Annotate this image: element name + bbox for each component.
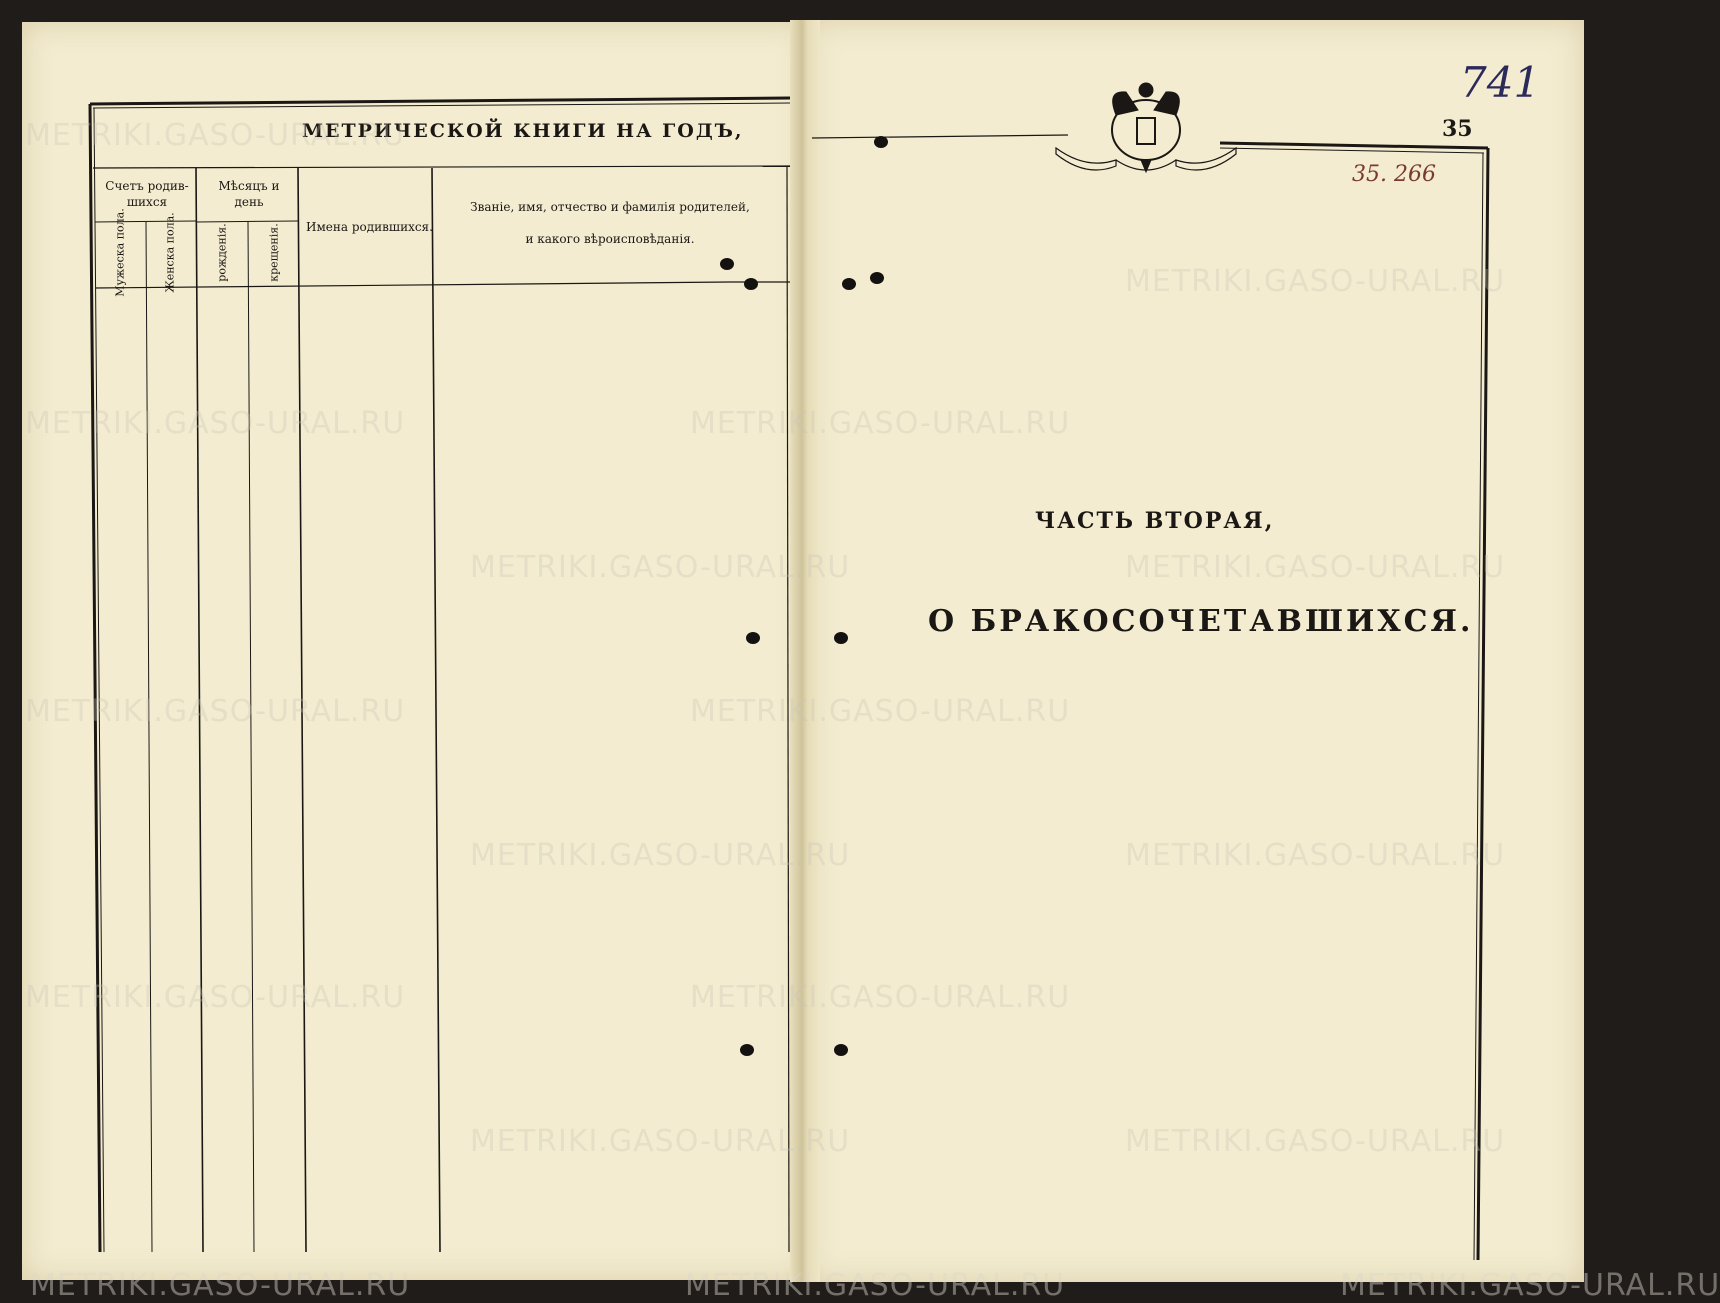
binding-hole xyxy=(720,258,734,270)
watermark: METRIKI.GASO-URAL.RU xyxy=(470,1124,851,1159)
watermark: METRIKI.GASO-URAL.RU xyxy=(690,406,1071,441)
book-header: МЕТРИЧЕСКОЙ КНИГИ НА ГОДЪ, xyxy=(302,120,744,142)
binding-hole xyxy=(874,136,888,148)
watermark: METRIKI.GASO-URAL.RU xyxy=(25,118,406,153)
watermark: METRIKI.GASO-URAL.RU xyxy=(25,980,406,1015)
header-female: Женска пола. xyxy=(163,212,177,293)
section-title: ЧАСТЬ ВТОРАЯ, xyxy=(1035,508,1275,534)
binding-hole xyxy=(834,1044,848,1056)
binding-hole xyxy=(870,272,884,284)
watermark: METRIKI.GASO-URAL.RU xyxy=(470,550,851,585)
header-parents-line2: и какого вѣроисповѣданія. xyxy=(525,232,695,246)
header-male: Мужеска пола. xyxy=(113,208,127,297)
header-birth: рожденія. xyxy=(215,223,229,282)
folio-number-handwritten: 35. 266 xyxy=(1352,162,1436,187)
watermark: METRIKI.GASO-URAL.RU xyxy=(1125,838,1506,873)
watermark: METRIKI.GASO-URAL.RU xyxy=(25,694,406,729)
watermark: METRIKI.GASO-URAL.RU xyxy=(1125,264,1506,299)
binding-hole xyxy=(740,1044,754,1056)
watermark: METRIKI.GASO-URAL.RU xyxy=(685,1268,1066,1303)
header-parents-line1: Званіе, имя, отчество и фамилія родителей, xyxy=(470,200,750,214)
binding-hole xyxy=(834,632,848,644)
page-number: 35 xyxy=(1442,116,1473,142)
section-subtitle: О БРАКОСОЧЕТАВШИХСЯ. xyxy=(928,604,1474,639)
archive-number-handwritten: 741 xyxy=(1460,58,1541,107)
header-group-date: Мѣсяцъ и день xyxy=(218,179,280,209)
watermark: METRIKI.GASO-URAL.RU xyxy=(1340,1268,1720,1303)
header-names: Имена родившихся. xyxy=(306,220,433,234)
binding-hole xyxy=(744,278,758,290)
binding-hole xyxy=(842,278,856,290)
watermark: METRIKI.GASO-URAL.RU xyxy=(25,406,406,441)
watermark: METRIKI.GASO-URAL.RU xyxy=(470,838,851,873)
header-baptism: крещенія. xyxy=(267,223,281,282)
binding-hole xyxy=(746,632,760,644)
header-group-count: Счетъ родив-шихся xyxy=(105,179,189,209)
watermark: METRIKI.GASO-URAL.RU xyxy=(690,694,1071,729)
watermark: METRIKI.GASO-URAL.RU xyxy=(1125,1124,1506,1159)
watermark: METRIKI.GASO-URAL.RU xyxy=(30,1268,411,1303)
watermark: METRIKI.GASO-URAL.RU xyxy=(1125,550,1506,585)
double-headed-eagle-icon xyxy=(1056,83,1236,172)
watermark: METRIKI.GASO-URAL.RU xyxy=(690,980,1071,1015)
